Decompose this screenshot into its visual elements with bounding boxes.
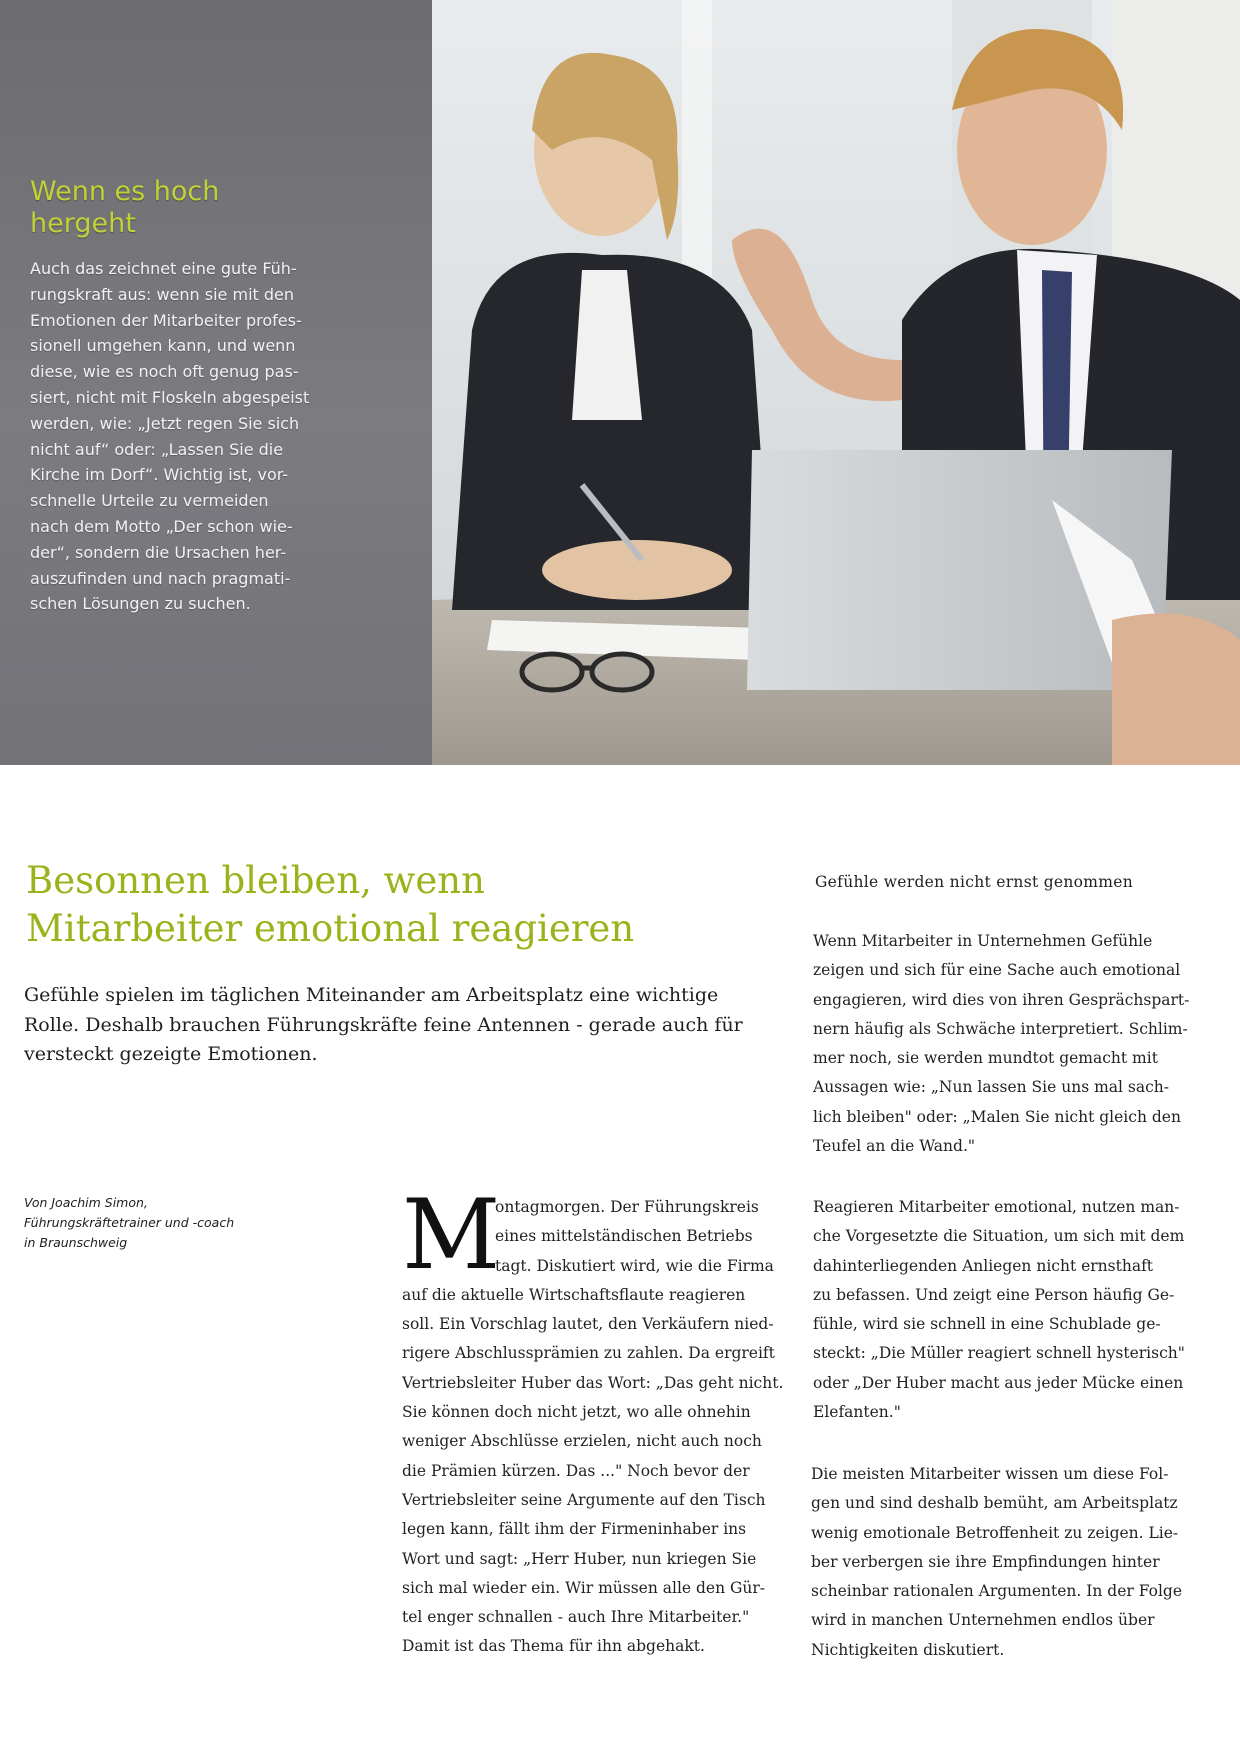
- article-lead: [24, 981, 764, 1070]
- author-byline: [24, 1193, 324, 1253]
- byline-line: in Braunschweig: [24, 1235, 128, 1250]
- paragraph-line: wird in manchen Unternehmen endlos über: [811, 1611, 1155, 1630]
- sidebar-line: Emotionen der Mitarbeiter profes-: [30, 310, 302, 330]
- sidebar-line: der“, sondern die Ursachen her-: [30, 542, 287, 562]
- byline-line: Von Joachim Simon,: [24, 1195, 148, 1210]
- paragraph-line: tagt. Diskutiert wird, wie die Firma: [495, 1256, 774, 1275]
- right-column-block: [813, 1193, 1218, 1427]
- paragraph-line: Sie können doch nicht jetzt, wo alle ohnehin: [402, 1403, 751, 1422]
- paragraph-line: lich bleiben" oder: „Malen Sie nicht gleich den: [813, 1107, 1181, 1126]
- sidebar-line: nicht auf“ oder: „Lassen Sie die: [30, 439, 284, 459]
- sidebar-line: Kirche im Dorf“. Wichtig ist, vor-: [30, 465, 289, 485]
- paragraph-line: Reagieren Mitarbeiter emotional, nutzen man-: [813, 1198, 1180, 1216]
- sidebar-line: nach dem Motto „Der schon wie-: [30, 516, 293, 536]
- sidebar-line: werden, wie: „Jetzt regen Sie sich: [30, 413, 300, 433]
- paragraph-line: che Vorgesetzte die Situation, um sich mit dem: [813, 1227, 1185, 1246]
- paragraph-line: ontagmorgen. Der Führungskreis: [495, 1198, 759, 1216]
- sidebar-line: siert, nicht mit Floskeln abgespeist: [30, 387, 310, 407]
- paragraph-line: nern häufig als Schwäche interpretiert. Schlim-: [813, 1019, 1188, 1038]
- middle-column: [402, 1179, 802, 1662]
- section-subheading: Gefühle werden nicht ernst genommen: [815, 873, 1134, 891]
- paragraph-line: zu befassen. Und zeigt eine Person häufig Ge-: [813, 1285, 1175, 1304]
- sidebar-line: diese, wie es noch oft genug pas-: [30, 362, 299, 382]
- paragraph-line: weniger Abschlüsse erzielen, nicht auch noch: [402, 1432, 762, 1451]
- sidebar-title: Wenn es hoch hergeht: [30, 176, 220, 239]
- paragraph-line: Wenn Mitarbeiter in Unternehmen Gefühle: [813, 932, 1153, 950]
- paragraph-line: Vertriebsleiter Huber das Wort: „Das geht nicht.: [402, 1373, 784, 1392]
- paragraph-line: legen kann, fällt ihm der Firmeninhaber ins: [402, 1520, 747, 1539]
- paragraph-line: wenig emotionale Betroffenheit zu zeigen. Lie-: [811, 1523, 1179, 1542]
- paragraph-line: Vertriebsleiter seine Argumente auf den Tisch: [402, 1490, 766, 1509]
- paragraph-line: fühle, wird sie schnell in eine Schublade ge-: [813, 1315, 1161, 1334]
- paragraph-line: ber verbergen sie ihre Empfindungen hinter: [811, 1552, 1160, 1571]
- sidebar-line: schnelle Urteile zu vermeiden: [30, 491, 269, 511]
- lead-line: versteckt gezeigte Emotionen.: [24, 1043, 318, 1065]
- paragraph-line: sich mal wieder ein. Wir müssen alle den Gür-: [402, 1578, 766, 1597]
- headline-line: Besonnen bleiben, wenn: [26, 859, 485, 902]
- paragraph-line: Die meisten Mitarbeiter wissen um diese Fol-: [811, 1465, 1169, 1483]
- paragraph-line: mer noch, sie werden mundtot gemacht mit: [813, 1049, 1158, 1068]
- office-meeting-photo: [432, 0, 1240, 765]
- paragraph-line: Aussagen wie: „Nun lassen Sie uns mal sach-: [813, 1078, 1169, 1097]
- paragraph-line: scheinbar rationalen Argumenten. In der Folge: [811, 1582, 1183, 1601]
- paragraph-line: dahinterliegenden Anliegen nicht ernsthaft: [813, 1256, 1154, 1275]
- drop-cap: M: [402, 1179, 501, 1291]
- paragraph-line: Damit ist das Thema für ihn abgehakt.: [402, 1637, 705, 1656]
- article-headline: [26, 857, 786, 953]
- paragraph-line: gen und sind deshalb bemüht, am Arbeitsplatz: [811, 1494, 1178, 1513]
- paragraph-line: Elefanten.": [813, 1403, 901, 1422]
- sidebar-box: [0, 0, 432, 765]
- headline-line: Mitarbeiter emotional reagieren: [26, 907, 635, 950]
- paragraph-line: oder „Der Huber macht aus jeder Mücke einen: [813, 1373, 1184, 1392]
- paragraph-line: zeigen und sich für eine Sache auch emotional: [813, 961, 1181, 980]
- hero-section: [0, 0, 1240, 765]
- sidebar-text: [30, 256, 410, 617]
- paragraph-line: Nichtigkeiten diskutiert.: [811, 1640, 1005, 1659]
- paragraph-line: eines mittelständischen Betriebs: [495, 1227, 753, 1246]
- sidebar-line: schen Lösungen zu suchen.: [30, 594, 251, 614]
- office-meeting-illustration: [432, 0, 1240, 765]
- sidebar-line: Auch das zeichnet eine gute Füh-: [30, 259, 297, 278]
- paragraph-line: soll. Ein Vorschlag lautet, den Verkäufern nied-: [402, 1315, 774, 1334]
- byline-line: Führungskräftetrainer und -coach: [24, 1215, 235, 1230]
- right-column-block: [811, 1460, 1216, 1665]
- sidebar-line: sionell umgehen kann, und wenn: [30, 336, 296, 356]
- right-column-block: [813, 927, 1218, 1161]
- paragraph-line: tel enger schnallen - auch Ihre Mitarbeiter.": [402, 1608, 750, 1627]
- lead-line: Gefühle spielen im täglichen Miteinander am Arbeitsplatz eine wichtige: [24, 984, 719, 1006]
- paragraph-line: steckt: „Die Müller reagiert schnell hysterisch": [813, 1344, 1185, 1363]
- sidebar-line: rungskraft aus: wenn sie mit den: [30, 284, 295, 304]
- sidebar-line: auszufinden und nach pragmati-: [30, 568, 291, 588]
- paragraph-line: engagieren, wird dies von ihren Gesprächspart-: [813, 990, 1190, 1009]
- paragraph-line: auf die aktuelle Wirtschaftsflaute reagieren: [402, 1285, 746, 1304]
- lead-line: Rolle. Deshalb brauchen Führungskräfte feine Antennen - gerade auch für: [24, 1013, 743, 1036]
- paragraph-line: Wort und sagt: „Herr Huber, nun kriegen Sie: [402, 1549, 757, 1568]
- paragraph-line: Teufel an die Wand.": [813, 1137, 976, 1156]
- paragraph-line: rigere Abschlussprämien zu zahlen. Da ergreift: [402, 1344, 775, 1363]
- paragraph-line: die Prämien kürzen. Das ..." Noch bevor der: [402, 1461, 750, 1480]
